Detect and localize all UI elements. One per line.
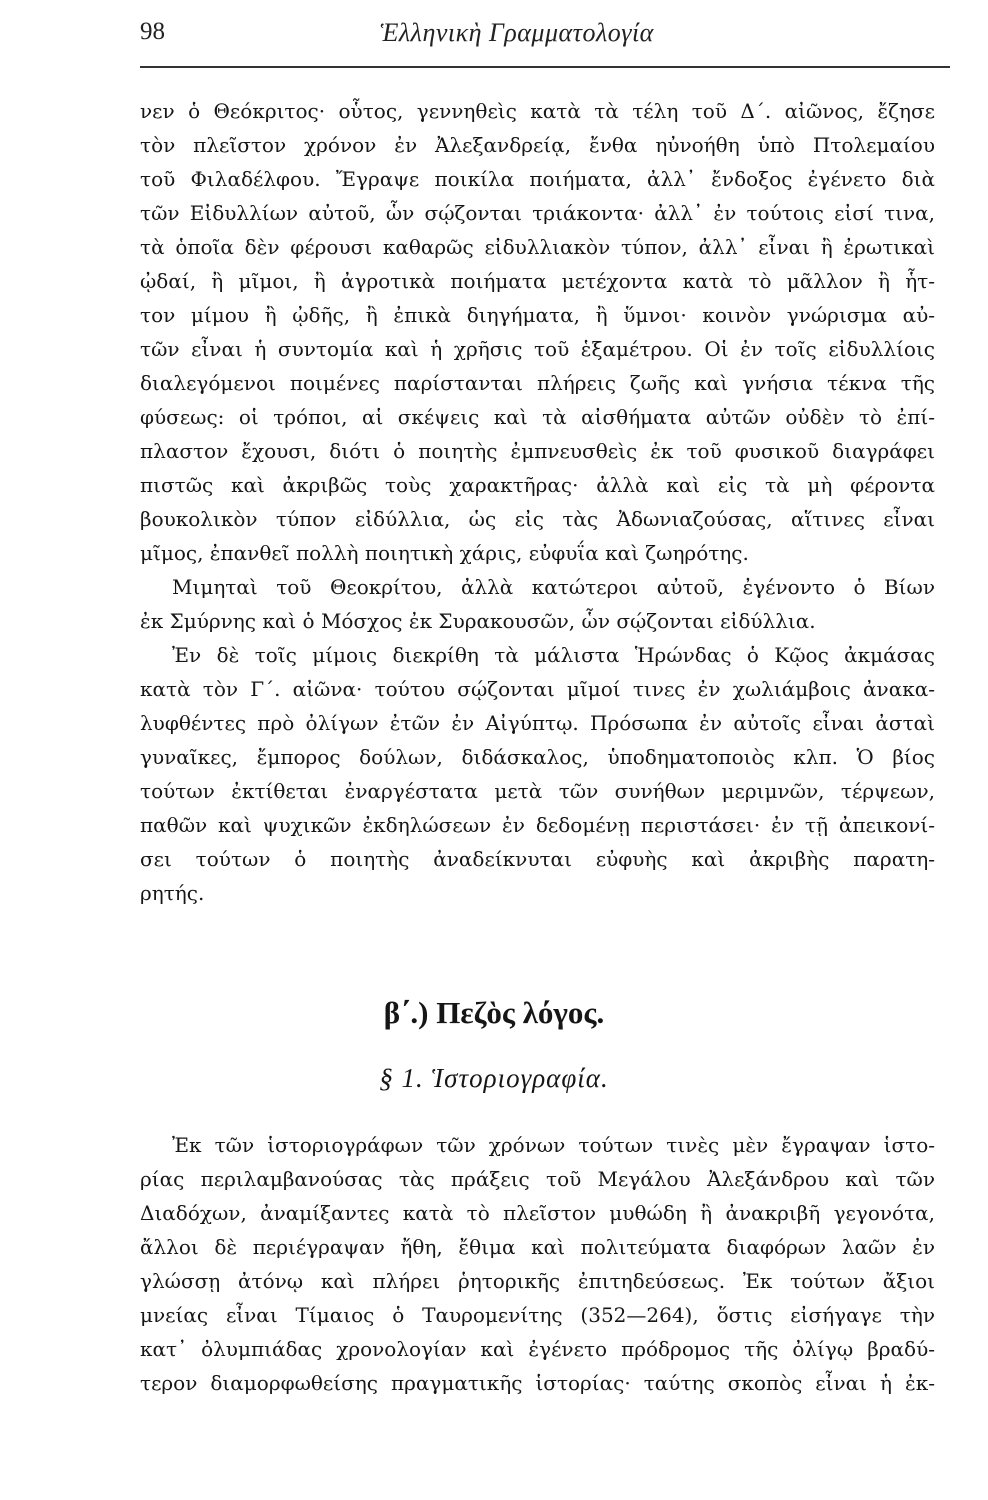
p4-line-5: γλώσσῃ ἀτόνῳ καὶ πλήρει ῥητορικῆς ἐπιτηδεύσεως. Ἐκ τούτων ἄξιοι	[140, 1269, 935, 1293]
p1-line-14: μῖμος, ἐπανθεῖ πολλὴ ποιητικὴ χάρις, εὐφυΐα καὶ ζωηρότης.	[140, 541, 749, 565]
p1-line-1: νεν ὁ Θεόκριτος· οὗτος, γεννηθεὶς κατὰ τὰ τέλη τοῦ Δ΄. αἰῶνος, ἔζησε	[140, 99, 935, 123]
p1-line-13: βουκολικὸν τύπον εἰδύλλια, ὡς εἰς τὰς Ἀδωνιαζούσας, αἵτινες εἶναι	[140, 507, 935, 531]
p4-line-7: κατ᾽ ὀλυμπιάδας χρονολογίαν καὶ ἐγένετο πρόδρομος τῆς ὀλίγῳ βραδύ-	[140, 1337, 935, 1361]
p1-line-7: τον μίμου ἢ ᾠδῆς, ἢ ἐπικὰ διηγήματα, ἢ ὕμνοι· κοινὸν γνώρισμα αὐ-	[140, 303, 935, 327]
p1-line-4: τῶν Εἰδυλλίων αὐτοῦ, ὧν σῴζονται τριάκοντα· ἀλλ᾽ ἐν τούτοις εἰσί τινα,	[140, 201, 935, 225]
p4-line-3: Διαδόχων, ἀναμίξαντες κατὰ τὸ πλεῖστον μυθώδη ἢ ἀνακριβῆ γεγονότα,	[140, 1201, 935, 1225]
p4-line-4: ἄλλοι δὲ περιέγραψαν ἤθη, ἔθιμα καὶ πολιτεύματα διαφόρων λαῶν ἐν	[140, 1235, 935, 1259]
p1-line-5: τὰ ὁποῖα δὲν φέρουσι καθαρῶς εἰδυλλιακὸν τύπον, ἀλλ᾽ εἶναι ἢ ἐρωτικαὶ	[140, 235, 935, 259]
p4-line-6: μνείας εἶναι Τίμαιος ὁ Ταυρομενίτης (352—264), ὅστις εἰσήγαγε τὴν	[140, 1303, 935, 1327]
p2-line-1: Μιμηταὶ τοῦ Θεοκρίτου, ἀλλὰ κατώτεροι αὐτοῦ, ἐγένοντο ὁ Βίων	[172, 575, 935, 599]
p2-line-2: ἐκ Σμύρνης καὶ ὁ Μόσχος ἐκ Συρακουσῶν, ὧν σῴζονται εἰδύλλια.	[140, 609, 816, 633]
p3-line-1: Ἐν δὲ τοῖς μίμοις διεκρίθη τὰ μάλιστα Ἡρώνδας ὁ Κῷος ἀκμάσας	[172, 643, 935, 667]
p1-line-3: τοῦ Φιλαδέλφου. Ἔγραψε ποικίλα ποιήματα, ἀλλ᾽ ἔνδοξος ἐγένετο διὰ	[140, 167, 935, 191]
p3-line-6: παθῶν καὶ ψυχικῶν ἐκδηλώσεων ἐν δεδομένῃ περιστάσει· ἐν τῇ ἀπεικονί-	[140, 813, 935, 837]
p3-line-5: τούτων ἐκτίθεται ἐναργέστατα μετὰ τῶν συνήθων μεριμνῶν, τέρψεων,	[140, 779, 935, 803]
p3-line-4: γυναῖκες, ἔμπορος δούλων, διδάσκαλος, ὑποδηματοποιὸς κλπ. Ὁ βίος	[140, 745, 935, 769]
p1-line-9: διαλεγόμενοι ποιμένες παρίστανται πλήρεις ζωῆς καὶ γνήσια τέκνα τῆς	[140, 371, 935, 395]
p1-line-2: τὸν πλεῖστον χρόνον ἐν Ἀλεξανδρείᾳ, ἔνθα ηὐνοήθη ὑπὸ Πτολεμαίου	[140, 133, 935, 157]
p1-line-8: τῶν εἶναι ἡ συντομία καὶ ἡ χρῆσις τοῦ ἑξαμέτρου. Οἱ ἐν τοῖς εἰδυλλίοις	[140, 337, 935, 361]
p1-line-6: ᾠδαί, ἢ μῖμοι, ἢ ἀγροτικὰ ποιήματα μετέχοντα κατὰ τὸ μᾶλλον ἢ ἧτ-	[140, 269, 935, 293]
page-number: 98	[140, 18, 165, 45]
p3-line-3: λυφθέντες πρὸ ὀλίγων ἐτῶν ἐν Αἰγύπτῳ. Πρόσωπα ἐν αὐτοῖς εἶναι ἀσταὶ	[140, 711, 935, 735]
section-heading-historiography: § 1. Ἱστοριογραφία.	[379, 1063, 609, 1093]
p3-line-2: κατὰ τὸν Γ΄. αἰῶνα· τούτου σῴζονται μῖμοί τινες ἐν χωλιάμβοις ἀνακα-	[140, 677, 935, 701]
p1-line-11: πλαστον ἔχουσι, διότι ὁ ποιητὴς ἐμπνευσθεὶς ἐκ τοῦ φυσικοῦ διαγράφει	[140, 439, 935, 463]
p1-line-10: φύσεως: οἱ τρόποι, αἱ σκέψεις καὶ τὰ αἰσθήματα αὐτῶν οὐδὲν τὸ ἐπί-	[140, 405, 935, 429]
header-rule	[140, 66, 950, 68]
running-title: Ἑλληνικὴ Γραμματολογία	[380, 18, 654, 47]
p1-line-12: πιστῶς καὶ ἀκριβῶς τοὺς χαρακτῆρας· ἀλλὰ καὶ εἰς τὰ μὴ φέροντα	[140, 473, 935, 497]
p4-line-2: ρίας περιλαμβανούσας τὰς πράξεις τοῦ Μεγάλου Ἀλεξάνδρου καὶ τῶν	[140, 1167, 935, 1191]
p4-line-8: τερον διαμορφωθείσης πραγματικῆς ἱστορίας· ταύτης σκοπὸς εἶναι ἡ ἐκ-	[140, 1371, 935, 1395]
section-heading-prose: β΄.) Πεζὸς λόγος.	[383, 995, 605, 1030]
running-head	[140, 18, 950, 58]
p3-line-8: ρητής.	[140, 881, 205, 905]
p4-line-1: Ἐκ τῶν ἱστοριογράφων τῶν χρόνων τούτων τινὲς μὲν ἔγραψαν ἱστο-	[172, 1133, 935, 1157]
p3-line-7: σει τούτων ὁ ποιητὴς ἀναδείκνυται εὐφυὴς καὶ ἀκριβὴς παρατη-	[140, 847, 935, 871]
